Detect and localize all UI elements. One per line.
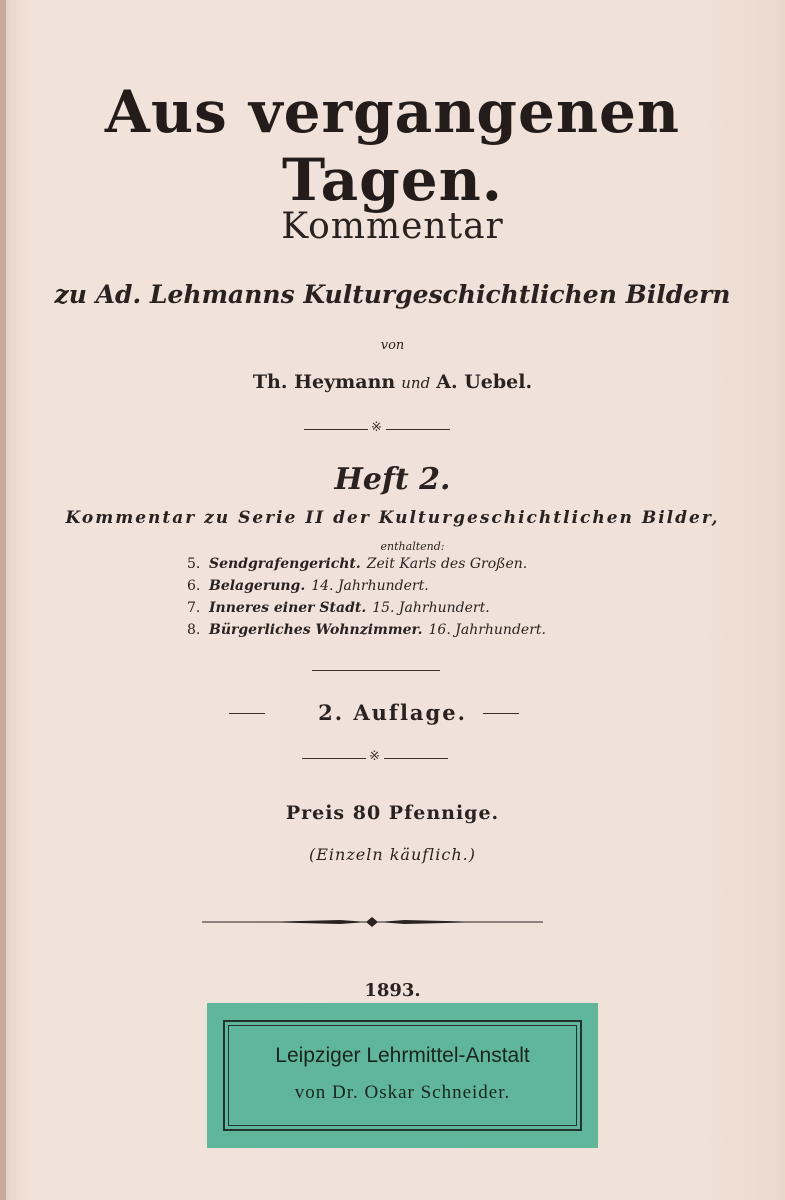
book-subtitle: Kommentar <box>281 206 504 247</box>
ornament-divider-2 <box>302 749 448 765</box>
list-item: 7. Inneres einer Stadt. 15. Jahrhundert. <box>187 600 490 616</box>
ornament-star-icon: ※ <box>369 749 380 764</box>
ornament-star-icon: ※ <box>371 420 382 435</box>
heft-description: Kommentar zu Serie II der Kulturgeschichtlichen Bilder, <box>65 508 720 528</box>
author-conj: und <box>401 374 431 392</box>
publisher-label-frame <box>223 1020 582 1131</box>
list-item: 5. Sendgrafengericht. Zeit Karls des Großen. <box>187 556 528 572</box>
price-note: (Einzeln käuflich.) <box>308 845 477 864</box>
publisher-label <box>207 1003 598 1148</box>
contents-list <box>187 556 546 644</box>
author-second: A. Uebel. <box>436 371 533 393</box>
edition: 2. Auflage. <box>318 700 467 725</box>
subtitle-line: zu Ad. Lehmanns Kulturgeschichtlichen Bildern <box>54 280 731 309</box>
list-item: 8. Bürgerliches Wohnzimmer. 16. Jahrhundert. <box>187 622 546 638</box>
by-word: von <box>380 338 405 353</box>
heft-number: Heft 2. <box>334 462 451 497</box>
divider-line <box>312 670 440 671</box>
edition-dash-right <box>483 713 519 714</box>
ornamental-rule <box>200 915 545 929</box>
containing-label: enthaltend: <box>380 540 445 553</box>
publisher-owner: von Dr. Oskar Schneider. <box>294 1082 511 1103</box>
book-title: Aus vergangenen Tagen. <box>104 78 681 214</box>
list-item: 6. Belagerung. 14. Jahrhundert. <box>187 578 429 594</box>
publisher-name: Leipziger Lehrmittel-Anstalt <box>275 1044 530 1067</box>
author-first: Th. Heymann <box>252 371 396 393</box>
authors <box>0 371 785 393</box>
ornament-divider-1 <box>304 420 450 436</box>
price: Preis 80 Pfennige. <box>285 802 500 824</box>
publication-year: 1893. <box>364 980 421 1001</box>
